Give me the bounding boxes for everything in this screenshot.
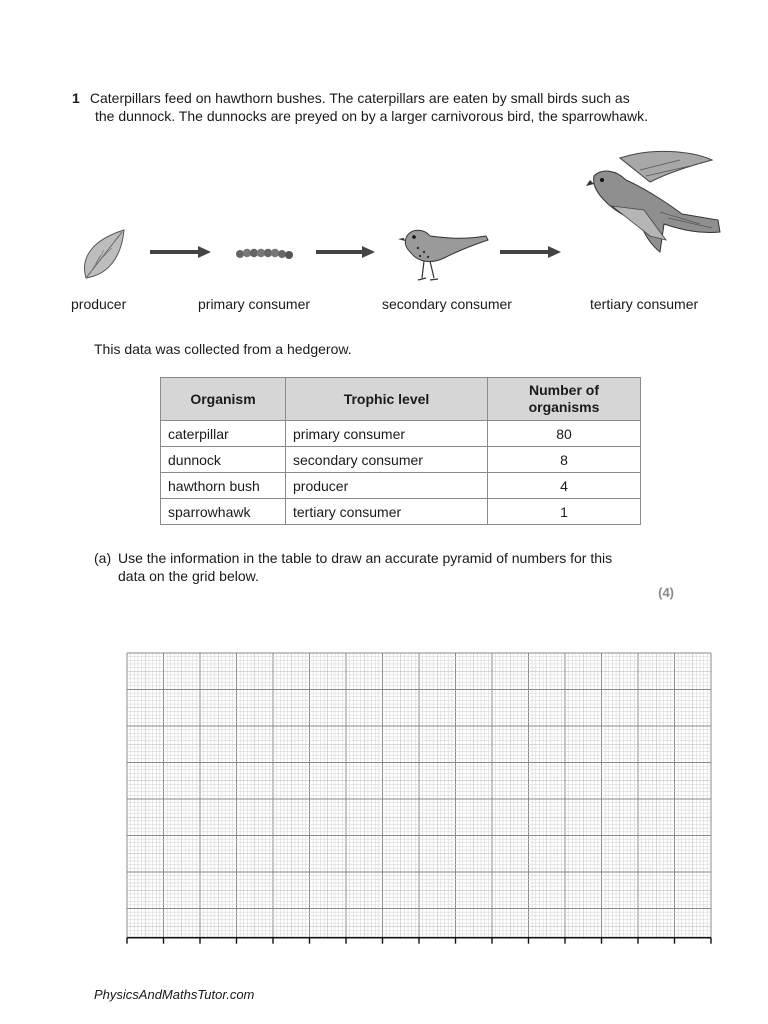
header-trophic-level: Trophic level: [286, 378, 488, 421]
table-row: [161, 499, 641, 525]
label-producer: producer: [71, 296, 127, 312]
leaf-icon: [85, 230, 124, 278]
arrow-icon: [500, 246, 561, 258]
cell-organism: dunnock: [161, 447, 286, 473]
footer-text: PhysicsAndMathsTutor.com: [94, 987, 255, 1002]
arrow-icon: [316, 246, 375, 258]
label-secondary-consumer: secondary consumer: [382, 296, 512, 312]
table-row: [161, 473, 641, 499]
part-a-line-1: Use the information in the table to draw an accurate pyramid of numbers for this: [118, 550, 613, 566]
sparrowhawk-icon: [586, 151, 720, 252]
table-row: [161, 421, 641, 447]
table-row: [161, 447, 641, 473]
header-organism: Organism: [161, 378, 286, 421]
arrow-icon: [150, 246, 211, 258]
food-chain-diagram: [0, 140, 768, 290]
label-primary-consumer: primary consumer: [198, 296, 311, 312]
cell-organism: sparrowhawk: [161, 499, 286, 525]
table-header-row: [161, 378, 641, 421]
cell-number: 1: [488, 499, 641, 525]
cell-organism: caterpillar: [161, 421, 286, 447]
cell-trophic-level: primary consumer: [286, 421, 488, 447]
dunnock-bird-icon: [398, 230, 488, 280]
answer-grid[interactable]: [124, 650, 716, 950]
marks-label: (4): [658, 585, 674, 600]
cell-organism: hawthorn bush: [161, 473, 286, 499]
cell-trophic-level: tertiary consumer: [286, 499, 488, 525]
label-tertiary-consumer: tertiary consumer: [590, 296, 699, 312]
part-a-question: [94, 549, 654, 585]
question-line-1: Caterpillars feed on hawthorn bushes. The caterpillars are eaten by small birds such as: [89, 90, 630, 106]
part-a-line-2: data on the grid below.: [118, 568, 259, 584]
cell-number: 4: [488, 473, 641, 499]
cell-number: 80: [488, 421, 641, 447]
cell-trophic-level: secondary consumer: [286, 447, 488, 473]
question-text: [72, 89, 712, 125]
caterpillar-icon: [236, 249, 293, 259]
question-line-2: the dunnock. The dunnocks are preyed on by a larger carnivorous bird, the sparrowhawk.: [95, 108, 649, 124]
intro-text: This data was collected from a hedgerow.: [94, 341, 352, 357]
question-number: 1: [72, 90, 80, 106]
header-number: Number of organisms: [488, 378, 641, 421]
part-a-label: (a): [94, 550, 112, 566]
data-table: [160, 377, 641, 525]
cell-trophic-level: producer: [286, 473, 488, 499]
cell-number: 8: [488, 447, 641, 473]
